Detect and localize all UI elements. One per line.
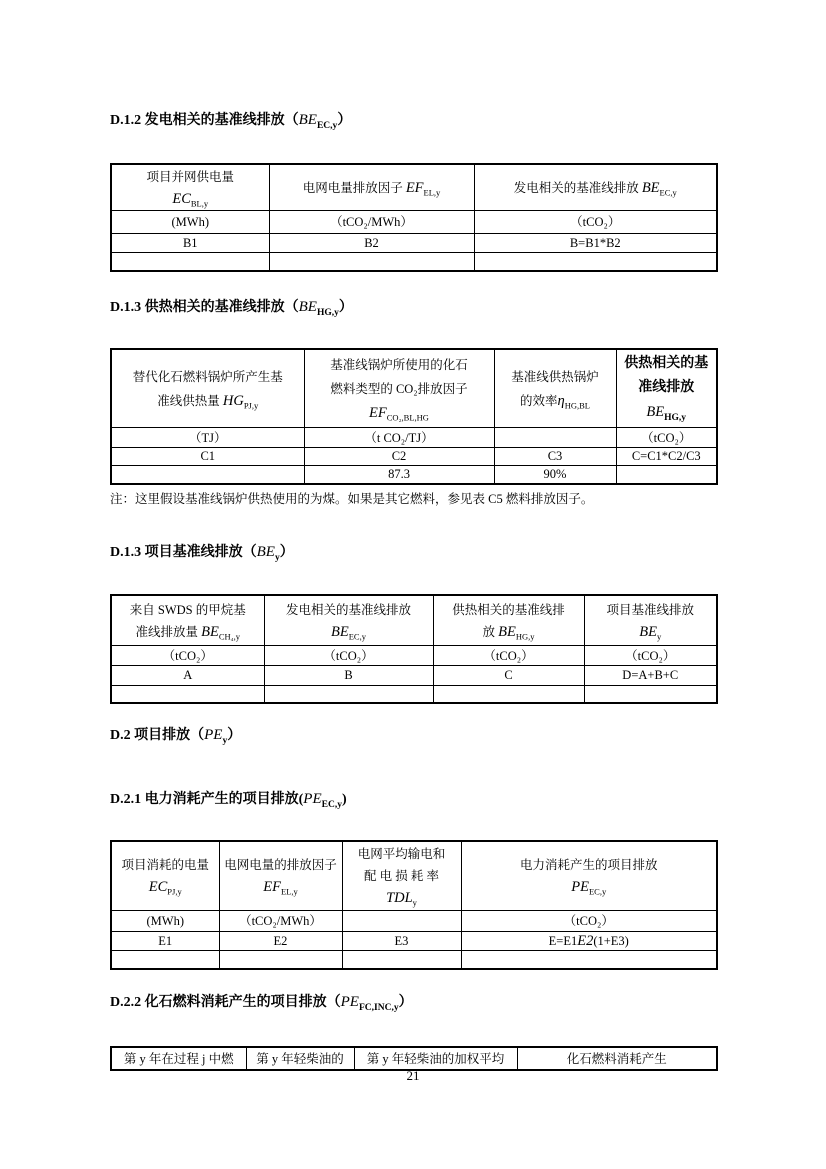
table-cell: 电网平均输电和 配 电 损 耗 率 $TDL_y$ (342, 841, 461, 911)
table-cell: （tCO₂） (461, 911, 717, 932)
table-row (111, 253, 717, 272)
table-row (111, 349, 717, 428)
table-cell: C3 (494, 448, 616, 466)
table-cell: B=B1*B2 (474, 234, 717, 253)
table-row (111, 1047, 717, 1070)
table-cell: （tCO₂） (111, 646, 264, 666)
table-cell: 第 y 年轻柴油的加权平均 (354, 1047, 517, 1070)
table-cell: 电网电量排放因子 $EF_{EL,y}$ (269, 164, 474, 211)
table-cell: D=A+B+C (584, 666, 717, 686)
table-cell: （tCO₂） (584, 646, 717, 666)
table-cell (342, 911, 461, 932)
table-cell: E3 (342, 932, 461, 951)
table-cell: 基准线锅炉所使用的化石 燃料类型的 CO₂排放因子 $EF_{CO_2,BL,HG}$ (304, 349, 494, 428)
table-row (111, 686, 717, 704)
table-row (111, 211, 717, 234)
table-cell (474, 253, 717, 272)
section-heading-d12: D.1.2 发电相关的基准线排放$(BE_{EC,y})$ (110, 112, 352, 131)
table-cell: E2 (219, 932, 342, 951)
table-cell (111, 686, 264, 704)
table-cell: （tCO₂/MWh） (219, 911, 342, 932)
table-cell (264, 686, 433, 704)
table-cell: E1 (111, 932, 219, 951)
table-row (111, 428, 717, 448)
table-cell (111, 951, 219, 970)
table-cell: 90% (494, 466, 616, 485)
table-cell: （tCO₂/MWh） (269, 211, 474, 234)
page-number: 21 (406, 1068, 420, 1083)
table-cell: 电力消耗产生的项目排放 $PE_{EC,y}$ (461, 841, 717, 911)
table-row (111, 164, 717, 211)
table-cell: B2 (269, 234, 474, 253)
table-cell (616, 466, 717, 485)
table-row (111, 932, 717, 951)
section-heading-d13-project: D.1.3 项目基准线排放$(BE_y)$ (110, 544, 294, 563)
table-row (111, 911, 717, 932)
table-cell: 替代化石燃料锅炉所产生基 准线供热量 $HG_{PJ,y}$ (111, 349, 304, 428)
table-row (111, 466, 717, 485)
table-row (111, 646, 717, 666)
table-cell: 供热相关的基 准线排放 $BE_{HG,y}$ (616, 349, 717, 428)
table-cell: （tCO₂） (433, 646, 584, 666)
table-cell: 第 y 年在过程 j 中燃 (111, 1047, 246, 1070)
table-cell: （tCO₂） (474, 211, 717, 234)
table-cell: (MWh) (111, 211, 269, 234)
section-heading-d21: D.2.1 电力消耗产生的项目排放$(PE_{EC,y})$ (110, 791, 347, 810)
section-heading-d13-heat: D.1.3 供热相关的基准线排放$(BE_{HG,y})$ (110, 299, 353, 318)
table-row (111, 448, 717, 466)
table-cell (111, 466, 304, 485)
table-cell: （tCO₂） (264, 646, 433, 666)
table-cell: 电网电量的排放因子 $EF_{EL,y}$ (219, 841, 342, 911)
table-cell: 项目消耗的电量 $EC_{PJ,y}$ (111, 841, 219, 911)
table-cell: A (111, 666, 264, 686)
table-cell: C1 (111, 448, 304, 466)
table-cell: 项目并网供电量 $EC_{BL,y}$ (111, 164, 269, 211)
table-cell (219, 951, 342, 970)
table-cell: 第 y 年轻柴油的 (246, 1047, 354, 1070)
table-cell: （tCO₂） (616, 428, 717, 448)
table-cell: B (264, 666, 433, 686)
table-cell (461, 951, 717, 970)
table-cell (494, 428, 616, 448)
table-cell: （t CO₂/TJ） (304, 428, 494, 448)
table-cell: 来自 SWDS 的甲烷基 准线排放量 $BE_{CH_4,y}$ (111, 595, 264, 646)
table-cell (269, 253, 474, 272)
table-row (111, 841, 717, 911)
table-cell: E=E1E2(1+E3) (461, 932, 717, 951)
footnote: 注：这里假设基准线锅炉供热使用的为煤。如果是其它燃料，参见表 C5 燃料排放因子。 (110, 492, 594, 506)
table-cell: C (433, 666, 584, 686)
table-cell: 项目基准线排放 $BE_y$ (584, 595, 717, 646)
table-cell: 基准线供热锅炉 的效率$\eta_{HG,BL}$ (494, 349, 616, 428)
table-cell: C=C1*C2/C3 (616, 448, 717, 466)
table-cell: (MWh) (111, 911, 219, 932)
table-cell: C2 (304, 448, 494, 466)
table-cell (111, 253, 269, 272)
table-row (111, 666, 717, 686)
table-cell (342, 951, 461, 970)
section-heading-d22: D.2.2 化石燃料消耗产生的项目排放$(PE_{FC,INC,y})$ (110, 994, 413, 1013)
table-cell (433, 686, 584, 704)
table-cell: （TJ） (111, 428, 304, 448)
table-row (111, 951, 717, 970)
table-cell: 87.3 (304, 466, 494, 485)
table-row (111, 595, 717, 646)
table-generation-baseline-emissions (110, 163, 718, 272)
table-cell: B1 (111, 234, 269, 253)
table-heat-baseline-emissions (110, 348, 718, 485)
table-cell: 发电相关的基准线排放 $BE_{EC,y}$ (474, 164, 717, 211)
table-cell: 供热相关的基准线排 放 $BE_{HG,y}$ (433, 595, 584, 646)
table-cell: 化石燃料消耗产生 (517, 1047, 717, 1070)
section-heading-d2: D.2 项目排放$(PE_y)$ (110, 727, 242, 746)
table-electricity-project-emissions (110, 840, 718, 970)
table-cell (584, 686, 717, 704)
table-row (111, 234, 717, 253)
table-cell: 发电相关的基准线排放 $BE_{EC,y}$ (264, 595, 433, 646)
table-project-baseline-emissions (110, 594, 718, 704)
